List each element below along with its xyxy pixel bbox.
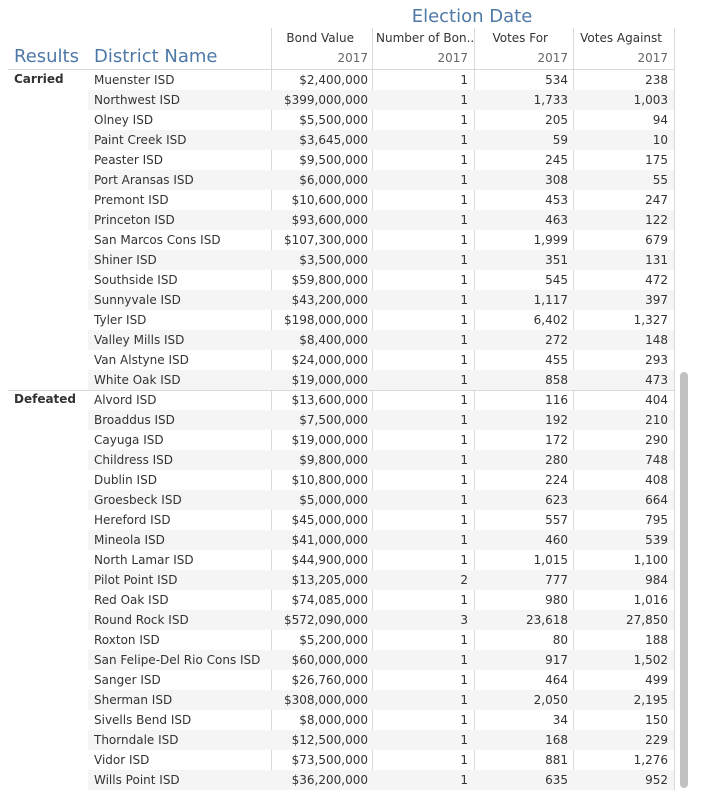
number-of-bonds-cell: 1 xyxy=(460,193,468,207)
table-row[interactable] xyxy=(0,690,674,710)
number-of-bonds-cell: 1 xyxy=(460,693,468,707)
number-of-bonds-cell: 1 xyxy=(460,233,468,247)
district-name-cell: Cayuga ISD xyxy=(94,433,164,447)
table-row[interactable] xyxy=(0,230,674,250)
bond-value-cell: $93,600,000 xyxy=(291,213,368,227)
table-row[interactable] xyxy=(0,410,674,430)
table-row[interactable] xyxy=(0,730,674,750)
votes-against-cell: 748 xyxy=(645,453,668,467)
votes-for-cell: 168 xyxy=(545,733,568,747)
table-row[interactable] xyxy=(0,470,674,490)
district-name-cell: North Lamar ISD xyxy=(94,553,194,567)
number-of-bonds-cell: 1 xyxy=(460,433,468,447)
votes-against-cell: 290 xyxy=(645,433,668,447)
table-row[interactable] xyxy=(0,770,674,790)
votes-for-cell: 777 xyxy=(545,573,568,587)
district-name-cell: Vidor ISD xyxy=(94,753,150,767)
bond-value-cell: $3,645,000 xyxy=(299,133,368,147)
bond-value-header[interactable]: Bond Value xyxy=(286,31,354,45)
table-row[interactable] xyxy=(0,310,674,330)
district-name-cell: Sunnyvale ISD xyxy=(94,293,181,307)
bond-value-cell: $24,000,000 xyxy=(291,353,368,367)
district-name-cell: Premont ISD xyxy=(94,193,169,207)
votes-for-cell: 23,618 xyxy=(526,613,568,627)
table-row[interactable] xyxy=(0,110,674,130)
number-of-bonds-cell: 1 xyxy=(460,333,468,347)
table-row[interactable] xyxy=(0,70,674,90)
table-row[interactable] xyxy=(0,710,674,730)
table-row[interactable] xyxy=(0,610,674,630)
number-of-bonds-cell: 1 xyxy=(460,373,468,387)
votes-against-cell: 795 xyxy=(645,513,668,527)
district-name-cell: Sivells Bend ISD xyxy=(94,713,192,727)
bond-value-year: 2017 xyxy=(337,51,368,65)
votes-for-cell: 34 xyxy=(552,713,568,727)
district-name-cell: Van Alstyne ISD xyxy=(94,353,189,367)
votes-for-cell: 192 xyxy=(545,413,568,427)
table-row[interactable] xyxy=(0,130,674,150)
number-of-bonds-cell: 1 xyxy=(460,453,468,467)
number-of-bonds-cell: 1 xyxy=(460,653,468,667)
district-name-cell: Southside ISD xyxy=(94,273,178,287)
bond-value-cell: $10,600,000 xyxy=(291,193,368,207)
bond-value-cell: $41,000,000 xyxy=(291,533,368,547)
bond-value-cell: $308,000,000 xyxy=(284,693,368,707)
district-name-cell: White Oak ISD xyxy=(94,373,181,387)
votes-for-cell: 453 xyxy=(545,193,568,207)
number-of-bonds-cell: 1 xyxy=(460,513,468,527)
table-row[interactable] xyxy=(0,590,674,610)
bond-value-cell: $8,400,000 xyxy=(299,333,368,347)
votes-against-cell: 539 xyxy=(645,533,668,547)
votes-for-cell: 858 xyxy=(545,373,568,387)
votes-for-header[interactable]: Votes For xyxy=(492,31,548,45)
votes-for-cell: 460 xyxy=(545,533,568,547)
votes-against-year: 2017 xyxy=(637,51,668,65)
votes-against-cell: 148 xyxy=(645,333,668,347)
result-group-label: Carried xyxy=(14,72,64,86)
votes-against-cell: 210 xyxy=(645,413,668,427)
bond-value-cell: $13,600,000 xyxy=(291,393,368,407)
table-row[interactable] xyxy=(0,90,674,110)
table-row[interactable] xyxy=(0,290,674,310)
votes-for-cell: 1,117 xyxy=(533,293,568,307)
district-name-cell: Port Aransas ISD xyxy=(94,173,194,187)
district-name-cell: Wills Point ISD xyxy=(94,773,180,787)
table-row[interactable] xyxy=(0,270,674,290)
number-of-bonds-cell: 1 xyxy=(460,273,468,287)
column-divider xyxy=(674,28,675,790)
votes-for-cell: 1,999 xyxy=(533,233,568,247)
table-row[interactable] xyxy=(0,510,674,530)
votes-for-cell: 623 xyxy=(545,493,568,507)
district-name-cell: Olney ISD xyxy=(94,113,154,127)
number-of-bonds-cell: 3 xyxy=(460,613,468,627)
number-of-bonds-cell: 1 xyxy=(460,253,468,267)
votes-for-cell: 116 xyxy=(545,393,568,407)
number-of-bonds-cell: 1 xyxy=(460,533,468,547)
table-row[interactable] xyxy=(0,350,674,370)
bond-value-cell: $8,000,000 xyxy=(299,713,368,727)
table-row[interactable] xyxy=(0,210,674,230)
votes-for-cell: 881 xyxy=(545,753,568,767)
bond-value-cell: $26,760,000 xyxy=(291,673,368,687)
votes-for-cell: 545 xyxy=(545,273,568,287)
votes-for-cell: 224 xyxy=(545,473,568,487)
bond-value-cell: $5,000,000 xyxy=(299,493,368,507)
votes-for-cell: 6,402 xyxy=(533,313,568,327)
bond-value-cell: $60,000,000 xyxy=(291,653,368,667)
bond-value-cell: $107,300,000 xyxy=(284,233,368,247)
votes-for-cell: 172 xyxy=(545,433,568,447)
number-of-bonds-cell: 1 xyxy=(460,553,468,567)
votes-against-cell: 1,003 xyxy=(633,93,668,107)
district-name-cell: Roxton ISD xyxy=(94,633,160,647)
bond-value-cell: $399,000,000 xyxy=(284,93,368,107)
district-name-cell: Muenster ISD xyxy=(94,73,175,87)
table-row[interactable] xyxy=(0,390,674,410)
votes-against-cell: 55 xyxy=(652,173,668,187)
number-of-bonds-cell: 1 xyxy=(460,713,468,727)
number-of-bonds-cell: 1 xyxy=(460,93,468,107)
votes-for-cell: 351 xyxy=(545,253,568,267)
district-name-cell: Round Rock ISD xyxy=(94,613,189,627)
votes-for-cell: 463 xyxy=(545,213,568,227)
table-row[interactable] xyxy=(0,330,674,350)
table-row[interactable] xyxy=(0,250,674,270)
votes-against-cell: 499 xyxy=(645,673,668,687)
table-row[interactable] xyxy=(0,370,674,390)
district-name-cell: Valley Mills ISD xyxy=(94,333,185,347)
votes-against-cell: 1,276 xyxy=(633,753,668,767)
number-of-bonds-year: 2017 xyxy=(437,51,468,65)
votes-for-cell: 280 xyxy=(545,453,568,467)
table-row[interactable] xyxy=(0,670,674,690)
votes-against-cell: 122 xyxy=(645,213,668,227)
number-of-bonds-cell: 1 xyxy=(460,213,468,227)
bond-value-cell: $7,500,000 xyxy=(299,413,368,427)
table-row[interactable] xyxy=(0,430,674,450)
district-name-cell: Groesbeck ISD xyxy=(94,493,182,507)
number-of-bonds-cell: 1 xyxy=(460,153,468,167)
votes-against-cell: 175 xyxy=(645,153,668,167)
number-of-bonds-cell: 1 xyxy=(460,733,468,747)
votes-against-cell: 664 xyxy=(645,493,668,507)
votes-against-cell: 150 xyxy=(645,713,668,727)
bond-value-cell: $73,500,000 xyxy=(291,753,368,767)
bond-value-cell: $3,500,000 xyxy=(299,253,368,267)
number-of-bonds-cell: 1 xyxy=(460,593,468,607)
table-row[interactable] xyxy=(0,750,674,770)
votes-against-cell: 397 xyxy=(645,293,668,307)
votes-against-cell: 404 xyxy=(645,393,668,407)
bond-value-cell: $572,090,000 xyxy=(284,613,368,627)
table-row[interactable] xyxy=(0,550,674,570)
votes-for-cell: 80 xyxy=(552,633,568,647)
district-name-cell: Sherman ISD xyxy=(94,693,173,707)
votes-against-cell: 408 xyxy=(645,473,668,487)
district-name-cell: Sanger ISD xyxy=(94,673,161,687)
votes-against-cell: 27,850 xyxy=(626,613,668,627)
votes-against-cell: 1,502 xyxy=(633,653,668,667)
table-row[interactable] xyxy=(0,150,674,170)
votes-against-cell: 94 xyxy=(652,113,668,127)
table-row[interactable] xyxy=(0,530,674,550)
votes-for-cell: 980 xyxy=(545,593,568,607)
votes-for-cell: 2,050 xyxy=(533,693,568,707)
number-of-bonds-cell: 1 xyxy=(460,353,468,367)
votes-for-cell: 557 xyxy=(545,513,568,527)
votes-for-cell: 245 xyxy=(545,153,568,167)
votes-for-year: 2017 xyxy=(537,51,568,65)
district-name-cell: Alvord ISD xyxy=(94,393,157,407)
district-name-cell: Peaster ISD xyxy=(94,153,164,167)
district-name-cell: Princeton ISD xyxy=(94,213,175,227)
bond-value-cell: $198,000,000 xyxy=(284,313,368,327)
table-row[interactable] xyxy=(0,170,674,190)
votes-against-header[interactable]: Votes Against xyxy=(580,31,662,45)
votes-against-cell: 1,016 xyxy=(633,593,668,607)
table-row[interactable] xyxy=(0,570,674,590)
number-of-bonds-cell: 1 xyxy=(460,633,468,647)
district-name-cell: Tyler ISD xyxy=(94,313,147,327)
district-name-column-label: District Name xyxy=(94,46,218,67)
district-name-cell: Pilot Point ISD xyxy=(94,573,178,587)
votes-against-cell: 472 xyxy=(645,273,668,287)
bond-value-cell: $2,400,000 xyxy=(299,73,368,87)
number-of-bonds-cell: 1 xyxy=(460,133,468,147)
number-of-bonds-cell: 1 xyxy=(460,173,468,187)
number-of-bonds-cell: 1 xyxy=(460,493,468,507)
election-date-header: Election Date xyxy=(411,6,533,27)
votes-against-cell: 2,195 xyxy=(633,693,668,707)
bond-value-cell: $9,500,000 xyxy=(299,153,368,167)
votes-for-cell: 464 xyxy=(545,673,568,687)
district-name-cell: San Marcos Cons ISD xyxy=(94,233,221,247)
district-name-cell: Mineola ISD xyxy=(94,533,165,547)
bond-value-cell: $59,800,000 xyxy=(291,273,368,287)
votes-against-cell: 229 xyxy=(645,733,668,747)
district-name-cell: Paint Creek ISD xyxy=(94,133,187,147)
bond-value-cell: $5,200,000 xyxy=(299,633,368,647)
bond-value-cell: $6,000,000 xyxy=(299,173,368,187)
votes-against-cell: 1,100 xyxy=(633,553,668,567)
district-name-cell: Broaddus ISD xyxy=(94,413,175,427)
bond-value-cell: $43,200,000 xyxy=(291,293,368,307)
number-of-bonds-cell: 1 xyxy=(460,113,468,127)
number-of-bonds-header[interactable]: Number of Bon.. xyxy=(376,31,475,45)
bond-value-cell: $19,000,000 xyxy=(291,373,368,387)
votes-against-cell: 984 xyxy=(645,573,668,587)
bond-value-cell: $19,000,000 xyxy=(291,433,368,447)
votes-for-cell: 534 xyxy=(545,73,568,87)
district-name-cell: Childress ISD xyxy=(94,453,174,467)
votes-for-cell: 917 xyxy=(545,653,568,667)
votes-against-cell: 247 xyxy=(645,193,668,207)
bond-value-cell: $45,000,000 xyxy=(291,513,368,527)
scrollbar-thumb[interactable] xyxy=(680,372,688,788)
bond-value-cell: $13,205,000 xyxy=(291,573,368,587)
votes-for-cell: 1,733 xyxy=(533,93,568,107)
number-of-bonds-cell: 1 xyxy=(460,413,468,427)
votes-for-cell: 1,015 xyxy=(533,553,568,567)
district-name-cell: Dublin ISD xyxy=(94,473,157,487)
bond-value-cell: $44,900,000 xyxy=(291,553,368,567)
votes-for-cell: 455 xyxy=(545,353,568,367)
votes-against-cell: 238 xyxy=(645,73,668,87)
district-name-cell: San Felipe-Del Rio Cons ISD xyxy=(94,653,261,667)
votes-against-cell: 679 xyxy=(645,233,668,247)
votes-against-cell: 10 xyxy=(652,133,668,147)
votes-against-cell: 293 xyxy=(645,353,668,367)
bond-value-cell: $74,085,000 xyxy=(291,593,368,607)
district-name-cell: Shiner ISD xyxy=(94,253,157,267)
results-column-label: Results xyxy=(14,46,79,67)
number-of-bonds-cell: 1 xyxy=(460,73,468,87)
votes-against-cell: 131 xyxy=(645,253,668,267)
number-of-bonds-cell: 1 xyxy=(460,293,468,307)
votes-against-cell: 1,327 xyxy=(633,313,668,327)
number-of-bonds-cell: 1 xyxy=(460,473,468,487)
district-name-cell: Hereford ISD xyxy=(94,513,171,527)
table-row[interactable] xyxy=(0,630,674,650)
bond-value-cell: $12,500,000 xyxy=(291,733,368,747)
bond-value-cell: $5,500,000 xyxy=(299,113,368,127)
votes-against-cell: 473 xyxy=(645,373,668,387)
votes-for-cell: 635 xyxy=(545,773,568,787)
votes-for-cell: 272 xyxy=(545,333,568,347)
number-of-bonds-cell: 1 xyxy=(460,773,468,787)
table-row[interactable] xyxy=(0,490,674,510)
number-of-bonds-cell: 1 xyxy=(460,393,468,407)
number-of-bonds-cell: 2 xyxy=(460,573,468,587)
votes-for-cell: 59 xyxy=(552,133,568,147)
votes-for-cell: 205 xyxy=(545,113,568,127)
votes-for-cell: 308 xyxy=(545,173,568,187)
votes-against-cell: 188 xyxy=(645,633,668,647)
district-name-cell: Red Oak ISD xyxy=(94,593,169,607)
bond-value-cell: $9,800,000 xyxy=(299,453,368,467)
bond-value-cell: $10,800,000 xyxy=(291,473,368,487)
number-of-bonds-cell: 1 xyxy=(460,673,468,687)
result-group-label: Defeated xyxy=(14,392,77,406)
votes-against-cell: 952 xyxy=(645,773,668,787)
bond-value-cell: $36,200,000 xyxy=(291,773,368,787)
table-row[interactable] xyxy=(0,190,674,210)
number-of-bonds-cell: 1 xyxy=(460,313,468,327)
district-name-cell: Northwest ISD xyxy=(94,93,180,107)
district-name-cell: Thorndale ISD xyxy=(94,733,179,747)
table-row[interactable] xyxy=(0,650,674,670)
table-row[interactable] xyxy=(0,450,674,470)
number-of-bonds-cell: 1 xyxy=(460,753,468,767)
